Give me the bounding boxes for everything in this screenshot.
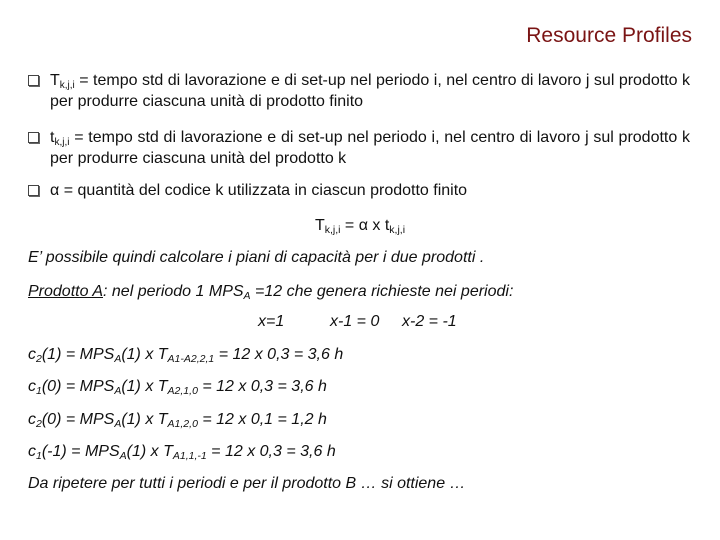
bullet-text xyxy=(50,127,690,169)
calc-c: c xyxy=(28,378,36,395)
calc-c-subscript: 1 xyxy=(36,450,42,462)
calc-line xyxy=(28,442,336,462)
calc-line xyxy=(28,410,327,430)
calc-arg: (1) = MPS xyxy=(41,346,115,363)
formula-rhs-subscript: k,j,i xyxy=(389,224,406,236)
calc-mid: (1) x T xyxy=(121,411,168,428)
calc-arg: (0) = MPS xyxy=(41,411,115,428)
prodotto-a-text-end: =12 che genera richieste nei periodi: xyxy=(250,283,514,300)
calc-c: c xyxy=(28,443,36,460)
calc-t-subscript: A1,2,0 xyxy=(167,418,198,430)
calc-line xyxy=(28,377,327,397)
symbol-subscript: k,j,i xyxy=(59,80,75,91)
calc-c-subscript: 2 xyxy=(36,418,42,430)
prodotto-a-text: : nel periodo 1 MPS xyxy=(103,283,244,300)
formula-lhs: T xyxy=(314,217,325,234)
calc-c: c xyxy=(28,346,36,363)
square-bullet-icon xyxy=(28,185,39,196)
calc-mid: (1) x T xyxy=(121,346,168,363)
period-x-minus-2: x-2 = -1 xyxy=(402,313,457,330)
bullet-text xyxy=(50,180,690,201)
calc-mps-subscript: A xyxy=(114,385,122,397)
calc-t-subscript: A1,1,-1 xyxy=(172,450,207,462)
closing-text: Da ripetere per tutti i periodi e per il prodotto B … si ottiene … xyxy=(28,475,466,492)
formula-middle: = α x t xyxy=(340,217,390,234)
calc-line xyxy=(28,345,343,365)
calc-t-subscript: A2,1,0 xyxy=(167,385,198,397)
square-bullet-icon xyxy=(28,132,39,143)
bullet-text xyxy=(50,70,690,112)
calc-result: = 12 x 0,3 = 3,6 h xyxy=(214,346,344,363)
period-x1: x=1 xyxy=(258,313,285,330)
calc-mid: (1) x T xyxy=(121,378,168,395)
symbol-subscript: k,j,i xyxy=(54,137,70,148)
mps-subscript: A xyxy=(243,290,251,302)
formula-lhs-subscript: k,j,i xyxy=(324,224,341,236)
calc-result: = 12 x 0,3 = 3,6 h xyxy=(206,443,336,460)
calc-mps-subscript: A xyxy=(114,418,122,430)
calc-c-subscript: 1 xyxy=(36,385,42,397)
period-x-minus-1: x-1 = 0 xyxy=(330,313,380,330)
bullet-item-t xyxy=(28,127,690,169)
calc-arg: (-1) = MPS xyxy=(41,443,120,460)
calc-mps-subscript: A xyxy=(114,353,122,365)
symbol: T xyxy=(50,72,60,89)
bullet-item-alpha xyxy=(28,180,690,201)
main-formula xyxy=(0,216,720,236)
symbol: t xyxy=(50,129,55,146)
calc-c-subscript: 2 xyxy=(36,353,42,365)
calc-t-subscript: A1-A2,2,1 xyxy=(167,353,215,365)
definition: = tempo std di lavorazione e di set-up nel periodo i, nel centro di lavoro j sul prodotto k per produrre ciascuna unità di prodotto finito xyxy=(50,72,690,110)
definition: α = quantità del codice k utilizzata in ciascun prodotto finito xyxy=(50,182,468,199)
calc-mps-subscript: A xyxy=(119,450,127,462)
calc-arg: (0) = MPS xyxy=(41,378,115,395)
calc-result: = 12 x 0,3 = 3,6 h xyxy=(197,378,327,395)
square-bullet-icon xyxy=(28,75,39,86)
calc-mid: (1) x T xyxy=(126,443,173,460)
calc-result: = 12 x 0,1 = 1,2 h xyxy=(197,411,327,428)
bullet-item-T xyxy=(28,70,690,112)
prodotto-a-line xyxy=(28,282,513,302)
slide-title: Resource Profiles xyxy=(526,24,692,47)
calc-c: c xyxy=(28,411,36,428)
intro-text: E’ possibile quindi calcolare i piani di capacità per i due prodotti . xyxy=(28,249,485,266)
definition: = tempo std di lavorazione e di set-up nel periodo i, nel centro di lavoro j sul prodotto k per produrre ciascuna unità del prodotto k xyxy=(50,129,690,167)
prodotto-a-label: Prodotto A xyxy=(28,283,104,300)
